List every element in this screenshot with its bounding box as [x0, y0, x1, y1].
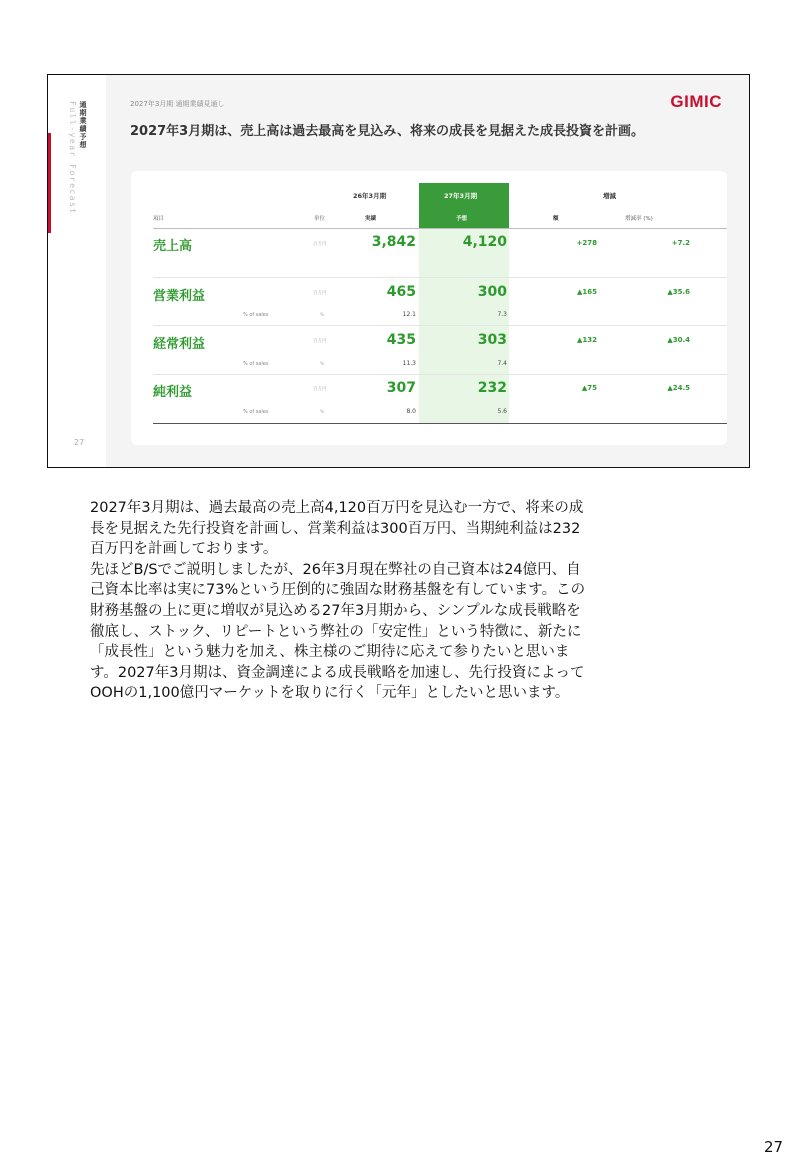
row-forecast: 4,120: [462, 234, 507, 250]
slide-breadcrumb: 2027年3月期 通期業績見通し: [130, 100, 225, 108]
notes-line: 先ほどB/Sでご説明しましたが、26年3月現在弊社の自己資本は24億円、自: [90, 561, 581, 578]
sidebar-accent-bar: [48, 133, 51, 233]
row-sub-label: % of sales: [243, 361, 269, 367]
sidebar-page-number: 27: [74, 438, 85, 447]
notes-line: す。2027年3月期は、資金調達による成長戦略を加速し、先行投資によって: [90, 664, 585, 681]
header-fy26: 26年3月期: [353, 192, 387, 200]
company-logo: GIMIC: [670, 92, 722, 111]
row-label: 経常利益: [153, 337, 206, 352]
col-item: 項目: [153, 216, 165, 222]
header-fy27: 27年3月期: [444, 192, 478, 200]
row-sub-unit: %: [320, 362, 325, 367]
speaker-notes: [90, 498, 710, 704]
col-actual: 実績: [365, 216, 377, 222]
row-unit: 百万円: [313, 387, 327, 392]
notes-line: 「成長性」という魅力を加え、株主様のご期待に応えて参りたいと思いま: [90, 644, 570, 661]
row-sub-unit: %: [320, 313, 325, 318]
notes-line: 長を見据えた先行投資を計画し、営業利益は300百万円、当期純利益は232: [90, 520, 581, 537]
row-rate: ▲30.4: [667, 336, 690, 344]
row-unit: 百万円: [313, 291, 327, 296]
row-delta: ▲165: [577, 288, 597, 296]
row-sub-actual: 11.3: [402, 360, 416, 367]
forecast-table: [131, 171, 727, 445]
table-bottom-rule: [153, 423, 727, 424]
row-sub-unit: %: [320, 410, 325, 415]
row-unit: 百万円: [313, 242, 327, 247]
row-unit: 百万円: [313, 339, 327, 344]
col-unit: 単位: [314, 216, 326, 222]
row-actual: 435: [386, 332, 416, 348]
row-rate: +7.2: [671, 239, 690, 247]
row-sub-actual: 12.1: [402, 311, 416, 318]
slide-title: 2027年3月期は、売上高は過去最高を見込み、将来の成長を見据えた成長投資を計画。: [130, 124, 645, 139]
header-divider: [153, 228, 727, 229]
notes-line: OOHの1,100億円マーケットを取りに行く「元年」としたいと思います。: [90, 685, 570, 702]
notes-line: 己資本比率は実に73%という圧倒的に強固な財務基盤を有しています。この: [90, 582, 586, 599]
sidebar-title-en: Full-year Forecast: [68, 101, 77, 215]
row-rate: ▲24.5: [667, 384, 690, 392]
row-sub-forecast: 5.6: [497, 408, 507, 415]
notes-line: 財務基盤の上に更に増収が見込める27年3月期から、シンプルな成長戦略を: [90, 602, 581, 619]
row-delta: ▲75: [581, 384, 597, 392]
row-label: 営業利益: [153, 289, 206, 304]
sidebar-title-jp: 通期業績予想: [79, 101, 87, 149]
row-delta: +278: [576, 239, 597, 247]
row-sub-actual: 8.0: [406, 408, 416, 415]
col-rate: 増減率 (%): [625, 216, 653, 222]
notes-line: 2027年3月期は、過去最高の売上高4,120百万円を見込む一方で、将来の成: [90, 500, 584, 516]
row-divider: [153, 277, 727, 278]
row-actual: 307: [386, 380, 416, 396]
slide-sidebar: [48, 75, 106, 467]
row-delta: ▲132: [577, 336, 597, 344]
row-forecast: 303: [477, 332, 507, 348]
col-forecast: 予想: [456, 216, 468, 222]
notes-line: 百万円を計画しております。: [90, 541, 278, 558]
col-amount: 額: [553, 216, 559, 222]
row-actual: 465: [386, 284, 416, 300]
row-sub-label: % of sales: [243, 409, 269, 415]
row-rate: ▲35.6: [667, 288, 690, 296]
row-divider: [153, 374, 727, 375]
row-label: 売上高: [153, 239, 193, 254]
row-divider: [153, 325, 727, 326]
row-sub-label: % of sales: [243, 312, 269, 318]
row-sub-forecast: 7.4: [497, 360, 507, 367]
row-label: 純利益: [153, 385, 193, 400]
page-number: 27: [764, 1138, 784, 1156]
row-sub-forecast: 7.3: [497, 311, 507, 318]
row-forecast: 232: [477, 380, 507, 396]
row-actual: 3,842: [371, 234, 416, 250]
header-change: 増減: [603, 192, 616, 200]
slide-image: [47, 74, 750, 468]
row-forecast: 300: [477, 284, 507, 300]
notes-line: 徹底し、ストック、リピートという弊社の「安定性」という特徴に、新たに: [90, 623, 582, 640]
